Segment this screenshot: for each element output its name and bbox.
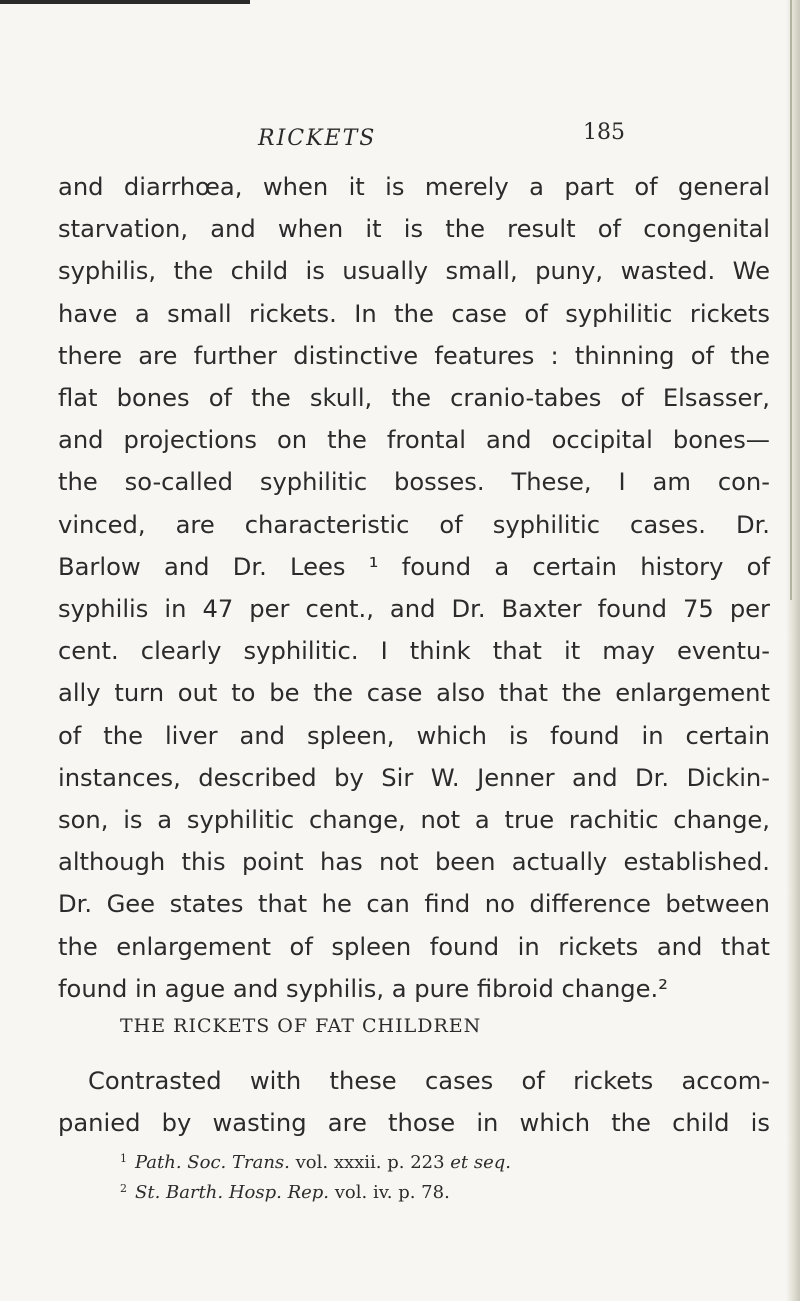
text-line: although this point has not been actually established.	[58, 848, 770, 877]
text-line: the so-called syphilitic bosses. These, I am con-	[58, 468, 770, 497]
footnote-journal: Path. Soc. Trans.	[135, 1152, 290, 1173]
text-line: syphilis, the child is usually small, puny, wasted. We	[58, 257, 770, 286]
page-number: 185	[583, 120, 625, 145]
text-line: panied by wasting are those in which the child is	[58, 1109, 770, 1138]
text-line: starvation, and when it is the result of congenital	[58, 215, 770, 244]
text-line: there are further distinctive features : thinning of the	[58, 341, 770, 370]
page-header	[0, 120, 800, 160]
text-line: Dr. Gee states that he can find no difference between	[58, 890, 770, 919]
footnote-tail: et seq.	[450, 1152, 512, 1173]
text-line: Barlow and Dr. Lees ¹ found a certain history of	[58, 552, 770, 581]
text-line: the enlargement of spleen found in rickets and that	[58, 932, 770, 961]
text-line: syphilis in 47 per cent., and Dr. Baxter found 75 per	[58, 595, 770, 624]
running-title: RICKETS	[258, 126, 377, 151]
text-line: and diarrhœa, when it is merely a part of general	[58, 173, 770, 201]
paragraph-2	[58, 1060, 770, 1144]
footnote-mark: 2	[120, 1182, 127, 1195]
text-line: Contrasted with these cases of rickets accom-	[88, 1067, 770, 1095]
footnote-journal: St. Barth. Hosp. Rep.	[135, 1182, 330, 1203]
text-line: cent. clearly syphilitic. I think that it may eventu-	[58, 637, 770, 666]
text-line: have a small rickets. In the case of syphilitic rickets	[58, 299, 770, 328]
page-gutter-edge	[786, 0, 800, 1301]
text-line: son, is a syphilitic change, not a true rachitic change,	[58, 806, 770, 835]
footnote	[120, 1146, 680, 1176]
text-line: instances, described by Sir W. Jenner and Dr. Dickin-	[58, 763, 770, 792]
footnotes	[120, 1146, 680, 1206]
text-line: and projections on the frontal and occipital bones—	[58, 426, 770, 455]
scan-top-edge	[0, 0, 250, 4]
footnote-mark: 1	[120, 1152, 127, 1165]
text-line: vinced, are characteristic of syphilitic cases. Dr.	[58, 510, 770, 539]
footnote-reference: vol. xxxii. p. 223	[289, 1152, 451, 1173]
paragraph-1	[58, 166, 770, 1010]
footnote-reference: vol. iv. p. 78.	[329, 1182, 450, 1203]
section-heading: THE RICKETS OF FAT CHILDREN	[120, 1015, 482, 1037]
text-line: ally turn out to be the case also that the enlargement	[58, 679, 770, 708]
text-line: flat bones of the skull, the cranio-tabes of Elsasser,	[58, 384, 770, 413]
footnote	[120, 1176, 680, 1206]
text-line: of the liver and spleen, which is found in certain	[58, 721, 770, 750]
text-line: found in ague and syphilis, a pure fibroid change.²	[58, 974, 668, 1003]
